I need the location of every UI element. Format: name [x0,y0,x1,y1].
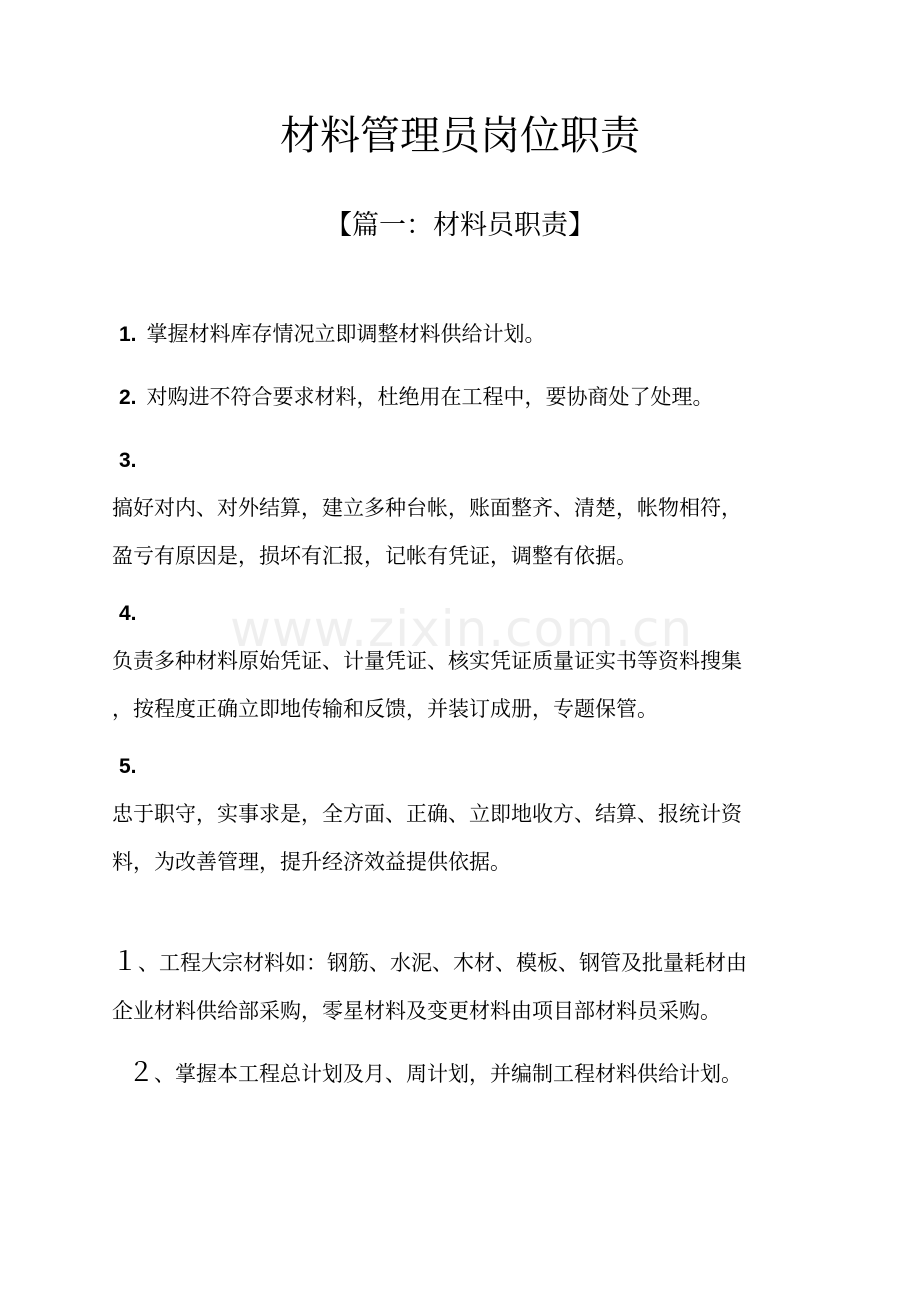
item-text-line: 料，为改善管理，提升经济效益提供依据。 [112,850,511,874]
list-item-2 [112,373,812,422]
item-text-line: 盈亏有原因是，损坏有汇报，记帐有凭证，调整有依据。 [112,544,637,568]
item-text: 对购进不符合要求材料，杜绝用在工程中，要协商处了处理。 [146,385,714,409]
paragraph-text-line: 企业材料供给部采购，零星材料及变更材料由项目部材料员采购。 [112,999,721,1023]
document-title: 材料管理员岗位职责 [280,113,640,159]
document-subtitle: 【篇一：材料员职责】 [325,210,595,241]
item-text-line: 负责多种材料原始凭证、计量凭证、核实凭证质量证实书等资料搜集 [112,649,742,673]
paragraph-number: ２ [128,1058,155,1088]
item-number: 2. [119,386,137,409]
list-item-4 [112,589,812,733]
paragraph-2 [128,1049,828,1098]
list-item-3 [112,436,812,580]
item-text-line: 搞好对内、对外结算，建立多种台帐，账面整齐、清楚，帐物相符， [112,496,742,520]
watermark: www.zixin.com.cn [230,600,694,658]
item-text: 掌握材料库存情况立即调整材料供给计划。 [146,322,546,346]
item-number: 3. [119,449,137,472]
paragraph-1 [112,938,812,1035]
item-text-line: 忠于职守，实事求是，全方面、正确、立即地收方、结算、报统计资 [112,802,742,826]
item-number: 1. [119,323,137,346]
paragraph-text-line: 、掌握本工程总计划及月、周计划，并编制工程材料供给计划。 [154,1062,743,1086]
paragraph-text-line: 、工程大宗材料如：钢筋、水泥、木材、模板、钢管及批量耗材由 [138,951,748,975]
list-item-1 [112,310,812,359]
item-text-line: ，按程度正确立即地传输和反馈，并装订成册，专题保管。 [112,697,658,721]
paragraph-number: １ [112,947,139,977]
item-number: 4. [119,602,137,625]
list-item-5 [112,742,812,886]
item-number: 5. [119,755,137,778]
